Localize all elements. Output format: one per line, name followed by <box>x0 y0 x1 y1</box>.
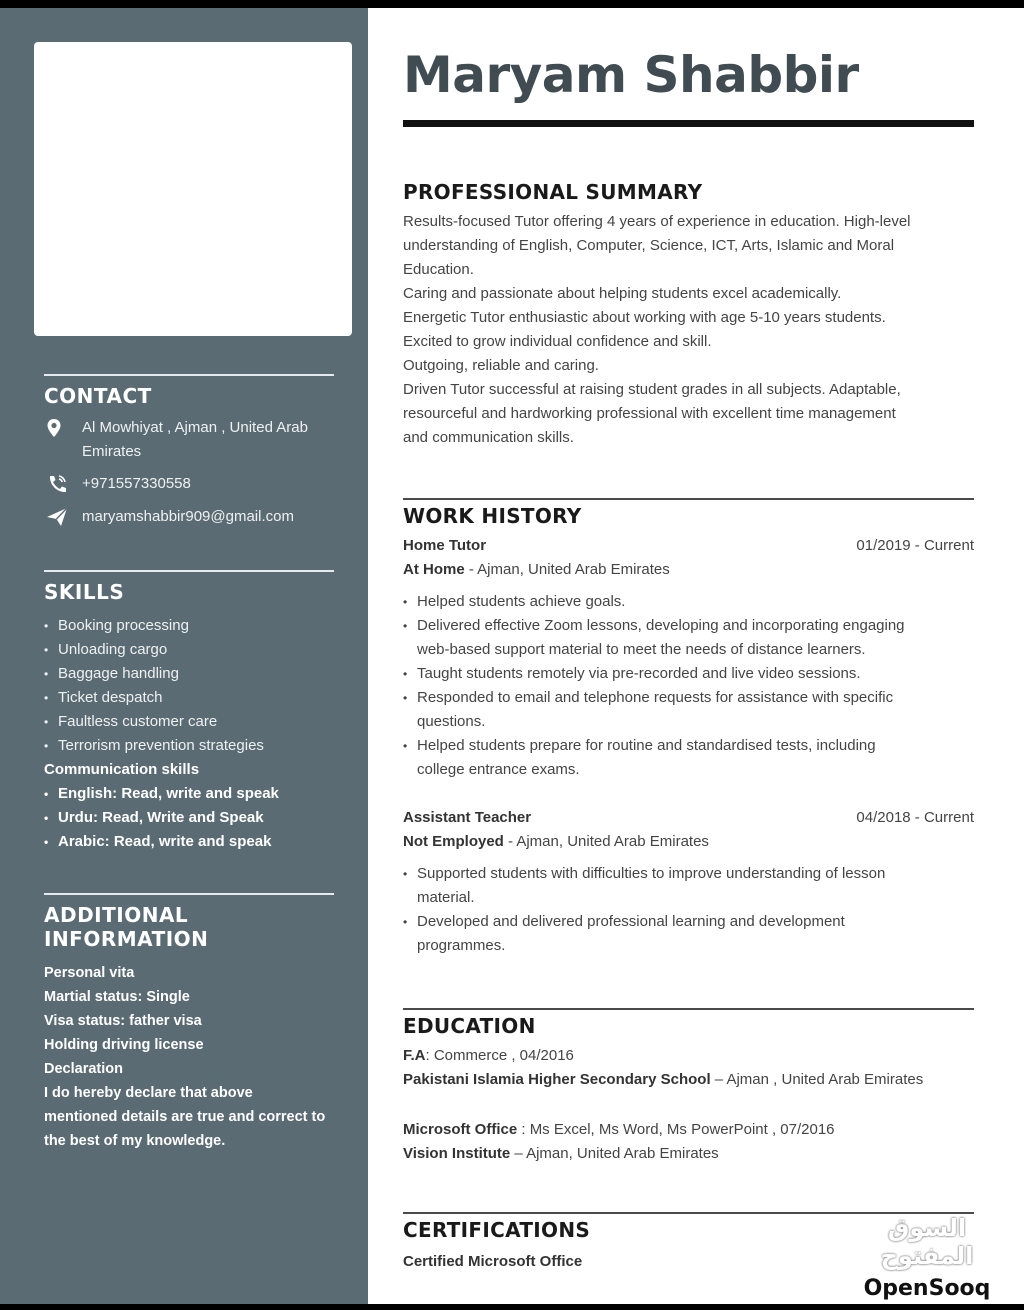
job-bullet-continuation: college entrance exams. <box>417 761 580 778</box>
education-entry <box>403 1044 974 1092</box>
email-address: maryamshabbir909@gmail.com <box>82 508 294 525</box>
contact-heading: CONTACT <box>44 384 152 408</box>
sidebar <box>0 8 368 1304</box>
summary-line: Excited to grow individual confidence and skill. <box>403 333 712 350</box>
skill-item: • Ticket despatch <box>44 686 334 710</box>
job-bullets <box>403 590 974 782</box>
job-entry <box>403 806 974 958</box>
skill-item: • Booking processing <box>44 614 334 638</box>
contact-address <box>44 416 334 464</box>
skills-section <box>44 570 334 854</box>
summary-line: Results-focused Tutor offering 4 years of experience in education. High-level <box>403 213 911 230</box>
skill-item: • Baggage handling <box>44 662 334 686</box>
education-entry <box>403 1118 974 1166</box>
summary-line: Education. <box>403 261 474 278</box>
additional-info-section <box>44 893 334 1153</box>
skill-item: • Terrorism prevention strategies <box>44 734 334 758</box>
watermark-latin: OpenSooq <box>856 1274 999 1303</box>
info-line: Personal vita <box>44 965 135 981</box>
education-section <box>403 1008 974 1166</box>
education-heading: EDUCATION <box>403 1014 536 1038</box>
resume-page <box>0 8 1024 1304</box>
job-title: Assistant Teacher <box>403 809 532 826</box>
info-line: I do hereby declare that above <box>44 1085 253 1101</box>
skill-item: • Faultless customer care <box>44 710 334 734</box>
skills-heading: SKILLS <box>44 580 125 604</box>
education-degree: F.A <box>403 1047 426 1064</box>
education-location: – Ajman , United Arab Emirates <box>710 1071 924 1088</box>
job-bullet: • Helped students achieve goals. <box>403 590 974 614</box>
photo-placeholder <box>34 42 352 336</box>
additional-info-heading: ADDITIONAL INFORMATION <box>44 903 209 951</box>
additional-info-list <box>44 961 334 1153</box>
job-location: - Ajman, United Arab Emirates <box>464 561 670 578</box>
job-bullet: • Helped students prepare for routine and standardised tests, including <box>403 734 974 758</box>
job-bullet-continuation: material. <box>417 889 475 906</box>
job-employer: At Home <box>403 561 465 578</box>
info-line: Visa status: father visa <box>44 1013 202 1029</box>
info-line: mentioned details are true and correct to <box>44 1109 326 1125</box>
job-employer: Not Employed <box>403 833 504 850</box>
summary-heading: PROFESSIONAL SUMMARY <box>403 180 703 204</box>
job-bullets <box>403 862 974 958</box>
phone-icon <box>44 472 82 494</box>
address-line2: Emirates <box>82 443 142 460</box>
location-pin-icon <box>44 416 82 438</box>
work-history-rule <box>403 498 974 500</box>
job-bullet-continuation: web-based support material to meet the needs of distance learners. <box>417 641 866 658</box>
address-line1: Al Mowhiyat , Ajman , United Arab <box>82 419 308 436</box>
education-degree: Microsoft Office <box>403 1121 518 1138</box>
skills-rule <box>44 570 334 572</box>
job-bullet: • Developed and delivered professional learning and development <box>403 910 974 934</box>
education-school: Pakistani Islamia Higher Secondary School <box>403 1071 711 1088</box>
send-icon <box>44 505 82 527</box>
name-rule <box>403 120 974 127</box>
summary-line: understanding of English, Computer, Science, ICT, Arts, Islamic and Moral <box>403 237 895 254</box>
job-bullet: • Taught students remotely via pre-recorded and live video sessions. <box>403 662 974 686</box>
job-bullet-continuation: questions. <box>417 713 486 730</box>
summary-text <box>403 210 974 450</box>
summary-line: Caring and passionate about helping students excel academically. <box>403 285 842 302</box>
skill-item: • Unloading cargo <box>44 638 334 662</box>
info-line: Holding driving license <box>44 1037 204 1053</box>
additional-info-rule <box>44 893 334 895</box>
summary-line: Energetic Tutor enthusiastic about working with age 5-10 years students. <box>403 309 886 326</box>
summary-line: Driven Tutor successful at raising student grades in all subjects. Adaptable, <box>403 381 901 398</box>
contact-rule <box>44 374 334 376</box>
contact-section <box>44 374 334 525</box>
work-history-section <box>403 498 974 958</box>
candidate-name: Maryam Shabbir <box>403 46 859 104</box>
job-dates: 04/2018 - Current <box>856 809 974 826</box>
work-history-heading: WORK HISTORY <box>403 504 582 528</box>
watermark-arabic: السوق المفتوح <box>880 1214 974 1270</box>
contact-email <box>44 505 334 529</box>
skills-list <box>44 614 334 854</box>
opensooq-watermark <box>852 1214 1002 1303</box>
job-bullet: • Delivered effective Zoom lessons, developing and incorporating engaging <box>403 614 974 638</box>
job-bullet: • Supported students with difficulties to improve understanding of lesson <box>403 862 974 886</box>
job-title: Home Tutor <box>403 537 487 554</box>
phone-number: +971557330558 <box>82 475 191 492</box>
language-item: • Arabic: Read, write and speak <box>44 830 334 854</box>
education-school: Vision Institute <box>403 1145 511 1162</box>
summary-line: resourceful and hardworking professional with excellent time management <box>403 405 896 422</box>
certification-item: Certified Microsoft Office <box>403 1253 583 1270</box>
education-detail: : Commerce , 04/2016 <box>425 1047 574 1064</box>
communication-skills-heading: Communication skills <box>44 761 200 778</box>
language-item: • Urdu: Read, Write and Speak <box>44 806 334 830</box>
job-bullet: • Responded to email and telephone requests for assistance with specific <box>403 686 974 710</box>
language-item: • English: Read, write and speak <box>44 782 334 806</box>
info-line: Martial status: Single <box>44 989 190 1005</box>
education-rule <box>403 1008 974 1010</box>
certifications-heading: CERTIFICATIONS <box>403 1218 591 1242</box>
contact-phone <box>44 472 334 496</box>
info-line: Declaration <box>44 1061 123 1077</box>
job-dates: 01/2019 - Current <box>856 537 974 554</box>
summary-line: Outgoing, reliable and caring. <box>403 357 599 374</box>
education-location: – Ajman, United Arab Emirates <box>510 1145 719 1162</box>
summary-line: and communication skills. <box>403 429 574 446</box>
job-bullet-continuation: programmes. <box>417 937 506 954</box>
job-location: - Ajman, United Arab Emirates <box>503 833 709 850</box>
summary-section <box>403 180 974 450</box>
info-line: the best of my knowledge. <box>44 1133 226 1149</box>
job-entry <box>403 534 974 782</box>
education-detail: : Ms Excel, Ms Word, Ms PowerPoint , 07/2016 <box>517 1121 835 1138</box>
